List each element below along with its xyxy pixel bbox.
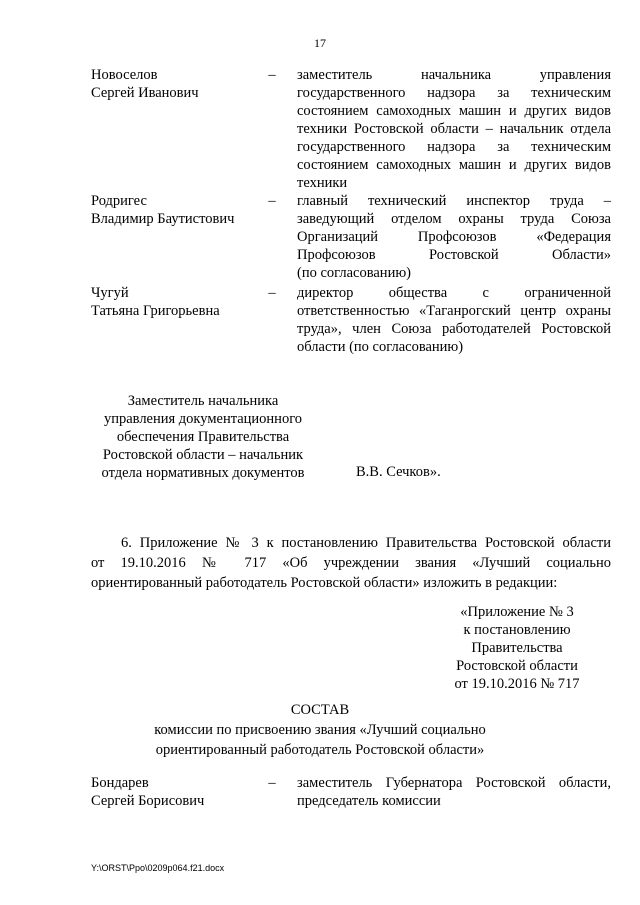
paragraph-line: от 19.10.2016 № 717 «Об учреждении звания «Лучший социально [91, 555, 611, 571]
member-given-names: Владимир Баутистович [91, 211, 235, 227]
desc-line: состоянием самоходных машин и других видов [297, 103, 611, 119]
member-description [297, 66, 611, 192]
position-line: отдела нормативных документов [101, 465, 305, 481]
paragraph-line: 6. Приложение № 3 к постановлению Правительства Ростовской области [121, 535, 611, 551]
desc-line: Профсоюзов Ростовской Области» [297, 247, 611, 263]
appendix-line: от 19.10.2016 № 717 [454, 676, 580, 692]
title-heading: СОСТАВ [290, 702, 350, 718]
appendix-header [432, 603, 602, 693]
desc-line: Организаций Профсоюзов «Федерация [297, 229, 611, 245]
member-surname: Бондарев [91, 775, 149, 791]
appendix-line: Правительства [471, 640, 563, 656]
member-given-names: Сергей Борисович [91, 793, 205, 809]
title-subline: комиссии по присвоению звания «Лучший социально [154, 722, 486, 738]
desc-line: главный технический инспектор труда – [297, 193, 611, 209]
appendix-line: «Приложение № 3 [460, 604, 574, 620]
composition-title [0, 700, 640, 760]
member-given-names: Сергей Иванович [91, 85, 199, 101]
member-name [91, 284, 261, 320]
member-surname: Родригес [91, 193, 147, 209]
dash: – [268, 285, 276, 301]
desc-line: техники Ростовской области – начальник отдела [297, 121, 611, 137]
member-surname: Новоселов [91, 67, 158, 83]
member-name [91, 774, 261, 810]
appendix-line: к постановлению [463, 622, 571, 638]
desc-line: председатель комиссии [297, 793, 441, 809]
dash: – [268, 193, 276, 209]
position-line: управления документационного [103, 411, 303, 427]
member-name [91, 66, 261, 102]
desc-line: техники [297, 175, 348, 191]
member-description [297, 284, 611, 356]
member-name [91, 192, 261, 228]
desc-line: труда», член Союза работодателей Ростовской [297, 321, 611, 337]
dash: – [268, 67, 276, 83]
desc-line: состоянием самоходных машин и других видов [297, 157, 611, 173]
desc-line: области (по согласованию) [297, 339, 464, 355]
amendment-paragraph [91, 533, 611, 593]
desc-line: ответственностью «Таганрогский центр охраны [297, 303, 611, 319]
dash: – [268, 775, 276, 791]
member-given-names: Татьяна Григорьевна [91, 303, 220, 319]
desc-line: директор общества с ограниченной [297, 285, 611, 301]
appendix-line: Ростовской области [456, 658, 578, 674]
member-description [297, 192, 611, 282]
file-path-footer: Y:\ORST\Ppo\0209p064.f21.docx [91, 863, 225, 873]
signatory-position [88, 392, 318, 482]
position-line: Ростовской области – начальник [102, 447, 304, 463]
page-number: 17 [314, 36, 326, 50]
desc-line: заведующий отделом охраны труда Союза [297, 211, 611, 227]
title-subline: ориентированный работодатель Ростовской области» [155, 742, 485, 758]
member-description [297, 774, 611, 810]
desc-line: заместитель Губернатора Ростовской области, [297, 775, 611, 791]
desc-line: заместитель начальника управления [297, 67, 611, 83]
member-surname: Чугуй [91, 285, 129, 301]
position-line: Заместитель начальника [127, 393, 279, 409]
paragraph-line: ориентированный работодатель Ростовской области» изложить в редакции: [91, 575, 558, 591]
desc-line: государственного надзора за техническим [297, 139, 611, 155]
position-line: обеспечения Правительства [116, 429, 290, 445]
desc-line: государственного надзора за техническим [297, 85, 611, 101]
desc-line: (по согласованию) [297, 265, 411, 281]
signatory-name: В.В. Сечков». [356, 464, 441, 480]
